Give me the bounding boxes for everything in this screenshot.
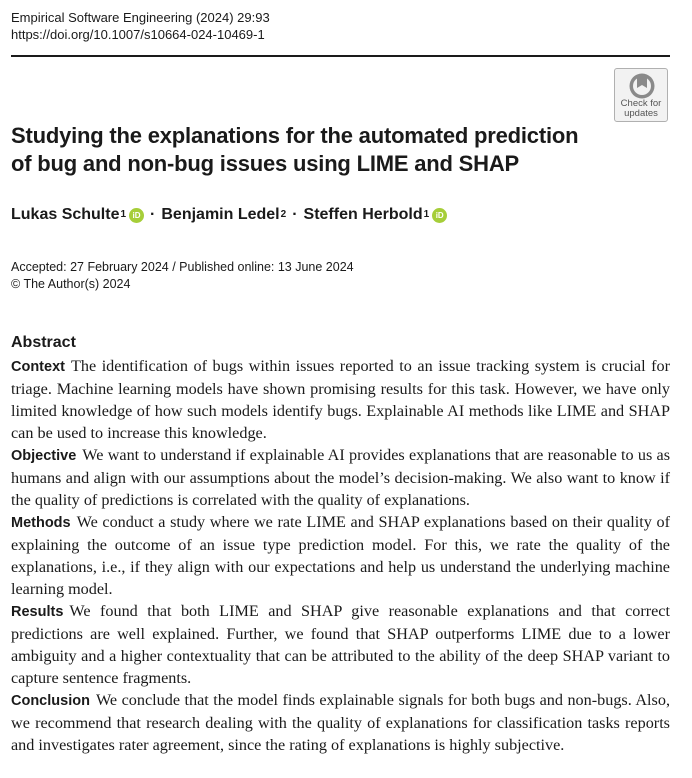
journal-citation: Empirical Software Engineering (2024) 29:93	[11, 10, 270, 25]
section-text: We conduct a study where we rate LIME and SHAP explanations based on their quality of explaining the outcome of an issue type prediction model. For this, we rate the quality of the explanations, i.e., if they align with our expectations and help us understand the underlying machine learning model.	[11, 513, 670, 598]
author-name[interactable]: Benjamin Ledel	[161, 206, 280, 223]
section-text: We conclude that the model finds explainable signals for both bugs and non-bugs. Also, we recommend that research dealing with the quality of explanations for classification tasks reports and investigates rater agreement, since the rating of explanations is highly subjective.	[11, 691, 670, 754]
section-label: Methods	[11, 515, 71, 531]
abstract-section-context	[11, 355, 670, 444]
accepted-published-dates: Accepted: 27 February 2024 / Published online: 13 June 2024	[11, 260, 354, 274]
section-label: Results	[11, 604, 64, 620]
header-rule	[11, 55, 670, 57]
check-for-updates-badge[interactable]	[614, 68, 668, 122]
journal-header	[11, 9, 270, 43]
abstract-section-objective	[11, 444, 670, 511]
section-text: The identification of bugs within issues reported to an issue tracking system is crucial for triage. Machine learning models have shown promising results for this task. However, we have only limited knowledge of how such models identify bugs. Explainable AI methods like LIME and SHAP can be used to increase this knowledge.	[11, 357, 670, 442]
orcid-icon[interactable]: iD	[129, 208, 144, 223]
section-label: Context	[11, 359, 65, 375]
author-separator: ·	[150, 206, 156, 223]
check-for-updates-icon	[628, 72, 656, 100]
author-name[interactable]: Lukas Schulte	[11, 206, 120, 223]
abstract-section-methods	[11, 511, 670, 600]
author-list: Lukas Schulte 1 iD · Benjamin Ledel 2 · Steffen Herbold 1 iD	[11, 206, 447, 224]
abstract-section-conclusion	[11, 689, 670, 756]
section-label: Objective	[11, 448, 77, 464]
doi-link[interactable]: https://doi.org/10.1007/s10664-024-10469-1	[11, 27, 265, 42]
abstract-heading: Abstract	[11, 334, 76, 351]
publication-dates	[11, 259, 354, 293]
abstract-body	[11, 355, 670, 756]
section-label: Conclusion	[11, 693, 90, 709]
section-text: We found that both LIME and SHAP give reasonable explanations and that correct predictions are well explained. Further, we found that SHAP outperforms LIME due to a lower ambiguity and a higher contextuality that can be attributed to the ability of the deep SHAP variant to capture sentence fragments.	[11, 602, 670, 687]
section-text: We want to understand if explainable AI provides explanations that are reasonable to us as humans and align with our assumptions about the model’s decision-making. We also want to know if the quality of predictions is correlated with the quality of explanations.	[11, 446, 670, 509]
author-name[interactable]: Steffen Herbold	[303, 206, 423, 223]
abstract-section-results	[11, 600, 670, 689]
badge-label: Check for updates	[620, 98, 662, 119]
paper-title: Studying the explanations for the automated prediction of bug and non-bug issues using LIME and SHAP	[11, 123, 579, 176]
copyright-notice: © The Author(s) 2024	[11, 277, 131, 291]
orcid-icon[interactable]: iD	[432, 208, 447, 223]
author-separator: ·	[292, 206, 298, 223]
